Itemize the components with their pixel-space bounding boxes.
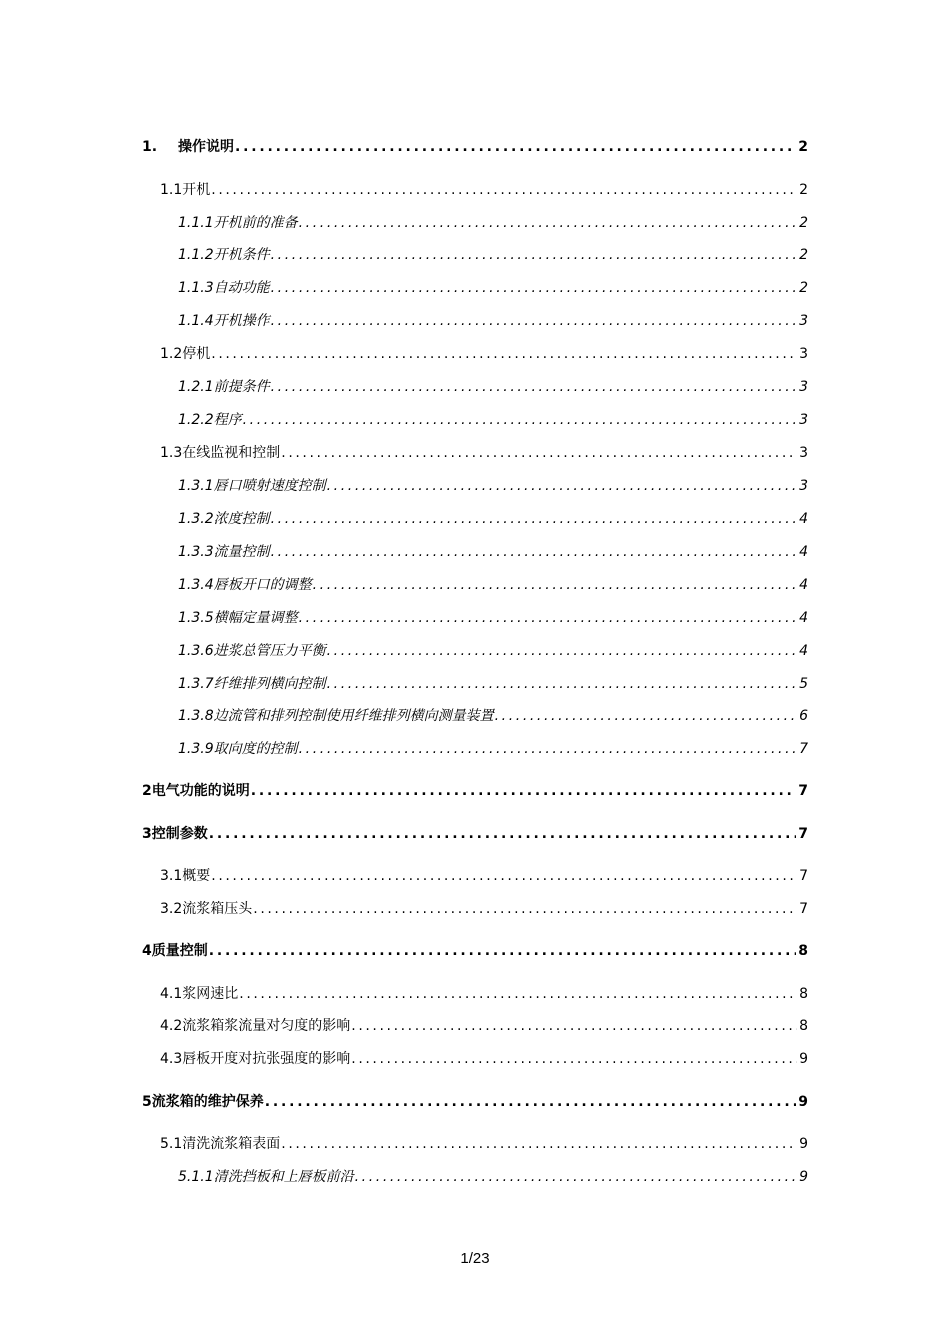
toc-dot-leader bbox=[299, 213, 797, 233]
toc-entry-number: 1. bbox=[142, 139, 158, 155]
toc-entry[interactable] bbox=[178, 213, 808, 233]
toc-entry[interactable] bbox=[178, 410, 808, 430]
toc-entry-title: 1.3.1唇口喷射速度控制 bbox=[178, 478, 326, 494]
toc-entry-title: 3控制参数 bbox=[142, 826, 208, 842]
toc-entry-title: 1.1.4开机操作 bbox=[178, 313, 270, 329]
toc-dot-leader bbox=[211, 180, 797, 200]
toc-entry[interactable] bbox=[142, 1092, 808, 1112]
toc-entry[interactable] bbox=[142, 941, 808, 961]
toc-dot-leader bbox=[271, 311, 797, 331]
toc-entry-title: 3.2流浆箱压头 bbox=[160, 901, 253, 917]
toc-dot-leader bbox=[281, 1134, 797, 1154]
toc-entry-title: 4.3唇板开度对抗张强度的影响 bbox=[160, 1051, 351, 1067]
toc-entry-page: 4 bbox=[799, 643, 808, 659]
toc-entry-title: 1.2.2程序 bbox=[178, 412, 242, 428]
toc-entry-page: 2 bbox=[799, 247, 808, 263]
toc-entry-title: 1.3.6进浆总管压力平衡 bbox=[178, 643, 326, 659]
toc-entry[interactable] bbox=[178, 278, 808, 298]
toc-dot-leader bbox=[299, 739, 797, 759]
toc-dot-leader bbox=[327, 674, 797, 694]
toc-entry[interactable] bbox=[160, 1134, 808, 1154]
toc-dot-leader bbox=[327, 641, 797, 661]
toc-entry-page: 8 bbox=[799, 986, 808, 1002]
toc-entry-page: 2 bbox=[799, 182, 808, 198]
toc-entry-title: 1.1.2开机条件 bbox=[178, 247, 270, 263]
toc-dot-leader bbox=[355, 1167, 797, 1187]
toc-entry[interactable] bbox=[178, 476, 808, 496]
toc-dot-leader bbox=[495, 706, 797, 726]
toc-entry-page: 9 bbox=[799, 1051, 808, 1067]
toc-entry-page: 3 bbox=[799, 412, 808, 428]
toc-entry-page: 7 bbox=[799, 901, 808, 917]
toc-entry[interactable] bbox=[142, 824, 808, 844]
toc-entry-title: 4质量控制 bbox=[142, 943, 208, 959]
toc-dot-leader bbox=[235, 137, 796, 157]
toc-entry-page: 2 bbox=[798, 139, 808, 155]
toc-entry-title: 1.3.4唇板开口的调整 bbox=[178, 577, 312, 593]
toc-entry[interactable] bbox=[178, 311, 808, 331]
toc-dot-leader bbox=[271, 509, 797, 529]
toc-entry-title: 1.1.3自动功能 bbox=[178, 280, 270, 296]
toc-dot-leader bbox=[351, 1016, 797, 1036]
toc-dot-leader bbox=[271, 278, 797, 298]
toc-dot-leader bbox=[209, 824, 797, 844]
toc-entry-page: 3 bbox=[799, 313, 808, 329]
toc-entry-page: 2 bbox=[799, 215, 808, 231]
toc-entry[interactable] bbox=[178, 739, 808, 759]
toc-entry-title: 3.1概要 bbox=[160, 868, 211, 884]
toc-entry[interactable] bbox=[178, 608, 808, 628]
toc-entry[interactable] bbox=[160, 866, 808, 886]
toc-entry-page: 9 bbox=[799, 1169, 808, 1185]
toc-entry[interactable] bbox=[178, 377, 808, 397]
toc-entry[interactable] bbox=[178, 509, 808, 529]
toc-entry[interactable] bbox=[178, 542, 808, 562]
toc-entry-page: 2 bbox=[799, 280, 808, 296]
toc-entry[interactable] bbox=[142, 781, 808, 801]
toc-entry-title: 4.2流浆箱浆流量对匀度的影响 bbox=[160, 1018, 351, 1034]
toc-entry-page: 7 bbox=[799, 741, 808, 757]
toc-entry[interactable] bbox=[178, 674, 808, 694]
toc-entry-page: 6 bbox=[799, 708, 808, 724]
toc-entry-page: 7 bbox=[799, 868, 808, 884]
toc-entry[interactable] bbox=[178, 575, 808, 595]
toc-entry[interactable] bbox=[142, 137, 808, 157]
toc-dot-leader bbox=[209, 941, 797, 961]
toc-dot-leader bbox=[251, 781, 797, 801]
toc-entry-page: 7 bbox=[798, 826, 808, 842]
toc-dot-leader bbox=[327, 476, 797, 496]
toc-dot-leader bbox=[351, 1049, 797, 1069]
toc-entry[interactable] bbox=[160, 1016, 808, 1036]
toc-entry-title: 5.1.1清洗挡板和上唇板前沿 bbox=[178, 1169, 354, 1185]
toc-entry-title: 1.2停机 bbox=[160, 346, 211, 362]
toc-entry[interactable] bbox=[178, 641, 808, 661]
toc-entry[interactable] bbox=[160, 344, 808, 364]
toc-entry-title: 1.3.9取向度的控制 bbox=[178, 741, 298, 757]
toc-entry[interactable] bbox=[178, 1167, 808, 1187]
toc-entry[interactable] bbox=[160, 443, 808, 463]
toc-entry-title: 1.3在线监视和控制 bbox=[160, 445, 281, 461]
toc-entry-page: 9 bbox=[798, 1094, 808, 1110]
toc-dot-leader bbox=[243, 410, 797, 430]
toc-entry-page: 9 bbox=[799, 1136, 808, 1152]
toc-dot-leader bbox=[313, 575, 797, 595]
toc-dot-leader bbox=[281, 443, 797, 463]
toc-entry-page: 8 bbox=[798, 943, 808, 959]
toc-entry-title: 1.3.5横幅定量调整 bbox=[178, 610, 298, 626]
toc-dot-leader bbox=[265, 1092, 797, 1112]
toc-entry[interactable] bbox=[160, 1049, 808, 1069]
toc-entry-title: 1.3.7纤维排列横向控制 bbox=[178, 676, 326, 692]
toc-dot-leader bbox=[271, 377, 797, 397]
toc-entry-title: 1.1开机 bbox=[160, 182, 211, 198]
toc-entry[interactable] bbox=[178, 245, 808, 265]
toc-entry-page: 7 bbox=[798, 783, 808, 799]
toc-dot-leader bbox=[271, 245, 797, 265]
toc-dot-leader bbox=[211, 344, 797, 364]
toc-entry-page: 8 bbox=[799, 1018, 808, 1034]
toc-dot-leader bbox=[271, 542, 797, 562]
toc-entry-page: 3 bbox=[799, 478, 808, 494]
toc-entry-page: 5 bbox=[799, 676, 808, 692]
toc-dot-leader bbox=[253, 899, 797, 919]
toc-entry-title: 1.3.2浓度控制 bbox=[178, 511, 270, 527]
toc-entry-page: 4 bbox=[799, 577, 808, 593]
toc-entry-title: 4.1浆网速比 bbox=[160, 986, 239, 1002]
page-number: 1/23 bbox=[460, 1250, 490, 1267]
toc-dot-leader bbox=[299, 608, 797, 628]
toc-entry-title: 5.1清洗流浆箱表面 bbox=[160, 1136, 281, 1152]
toc-entry-page: 3 bbox=[799, 346, 808, 362]
toc-entry[interactable] bbox=[160, 984, 808, 1004]
toc-entry-title: 1.3.8边流管和排列控制使用纤维排列横向测量装置 bbox=[178, 708, 494, 724]
toc-entry-page: 4 bbox=[799, 511, 808, 527]
toc-entry[interactable] bbox=[160, 180, 808, 200]
toc-entry-title: 1.1.1开机前的准备 bbox=[178, 215, 298, 231]
toc-entry-page: 4 bbox=[799, 544, 808, 560]
toc-entry[interactable] bbox=[160, 899, 808, 919]
toc-dot-leader bbox=[239, 984, 797, 1004]
toc-entry-title: 2电气功能的说明 bbox=[142, 783, 250, 799]
toc-entry[interactable] bbox=[178, 706, 808, 726]
toc-entry-page: 3 bbox=[799, 445, 808, 461]
toc-entry-title: 1.3.3流量控制 bbox=[178, 544, 270, 560]
toc-entry-title: 操作说明 bbox=[178, 139, 234, 155]
toc-dot-leader bbox=[211, 866, 797, 886]
toc-entry-page: 3 bbox=[799, 379, 808, 395]
toc-entry-title: 5流浆箱的维护保养 bbox=[142, 1094, 264, 1110]
toc-entry-page: 4 bbox=[799, 610, 808, 626]
toc-entry-title: 1.2.1前提条件 bbox=[178, 379, 270, 395]
